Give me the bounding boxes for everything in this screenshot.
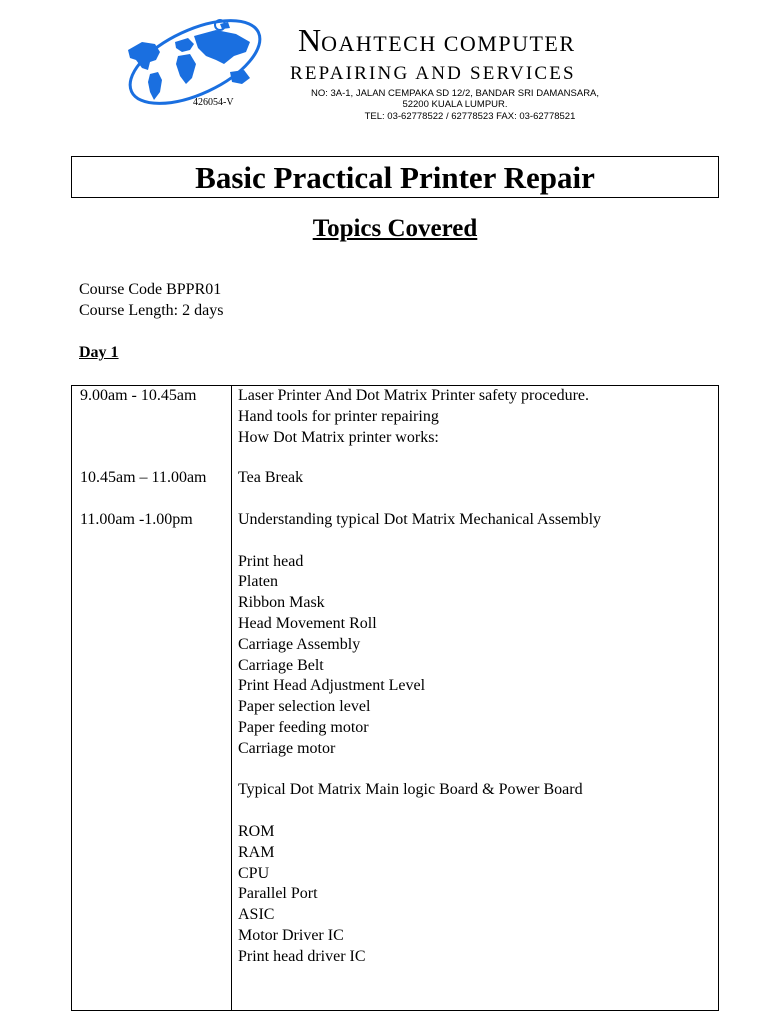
- day-label: Day 1: [79, 344, 119, 361]
- schedule-table: [71, 385, 719, 1011]
- topic-line: Laser Printer And Dot Matrix Printer safety procedure.: [238, 387, 590, 404]
- address-line-2: 52200 KUALA LUMPUR.: [402, 99, 508, 110]
- course-title-box: [71, 156, 719, 198]
- schedule-time: [80, 468, 207, 489]
- company-initial: N: [298, 22, 322, 58]
- topic-line: Typical Dot Matrix Main logic Board & Power Board: [238, 781, 583, 799]
- topic-line: Motor Driver IC: [238, 926, 344, 944]
- topic-line: CPU: [238, 864, 270, 882]
- topic-line: Paper selection level: [238, 698, 371, 716]
- topic-line: Carriage Belt: [238, 656, 324, 674]
- topic-line: Understanding typical Dot Matrix Mechanical Assembly: [238, 511, 602, 528]
- topic-line: Print head: [238, 552, 304, 570]
- topic-line: Parallel Port: [238, 885, 318, 903]
- topic-line: ASIC: [238, 906, 275, 924]
- topic-line: [238, 760, 601, 781]
- topic-line: Tea Break: [238, 469, 304, 486]
- topics-heading: Topics Covered: [312, 215, 478, 242]
- time-text: 9.00am - 10.45am: [80, 387, 197, 404]
- schedule-time: [80, 510, 193, 531]
- registration-number: 426054-V: [193, 97, 234, 108]
- company-tagline: REPAIRING AND SERVICES: [290, 63, 576, 84]
- course-code: Course Code BPPR01: [79, 281, 222, 298]
- topic-line: Platen: [238, 573, 278, 591]
- topic-line: How Dot Matrix printer works:: [238, 428, 439, 446]
- topic-line: Hand tools for printer repairing: [238, 407, 439, 425]
- time-text: 11.00am -1.00pm: [80, 511, 193, 528]
- topic-line: Ribbon Mask: [238, 594, 325, 612]
- topic-line: Head Movement Roll: [238, 614, 377, 632]
- schedule-time: [80, 386, 196, 407]
- address-line-1: NO: 3A-1, JALAN CEMPAKA SD 12/2, BANDAR SRI DAMANSARA,: [310, 88, 600, 99]
- letterhead: [0, 0, 768, 135]
- topic-line: Print Head Adjustment Level: [238, 677, 426, 695]
- course-title: Basic Practical Printer Repair: [195, 160, 595, 195]
- company-name-rest: OAHTECH COMPUTER: [321, 31, 576, 56]
- topic-line: ROM: [238, 822, 275, 840]
- topic-line: Carriage Assembly: [238, 635, 361, 653]
- topic-line: Print head driver IC: [238, 947, 366, 965]
- time-text: 10.45am – 11.00am: [80, 469, 207, 486]
- topic-line: Paper feeding motor: [238, 718, 369, 736]
- topic-line: Carriage motor: [238, 739, 336, 757]
- topic-line: [238, 531, 601, 552]
- schedule-description: [238, 510, 601, 968]
- schedule-description: [238, 468, 303, 489]
- contact-line: TEL: 03-62778522 / 62778523 FAX: 03-62778521: [364, 111, 576, 122]
- topic-line: [238, 801, 601, 822]
- course-length: Course Length: 2 days: [79, 302, 224, 319]
- company-name: [298, 22, 576, 59]
- schedule-description: [238, 386, 589, 448]
- column-divider: [231, 386, 232, 1010]
- topic-line: RAM: [238, 843, 275, 861]
